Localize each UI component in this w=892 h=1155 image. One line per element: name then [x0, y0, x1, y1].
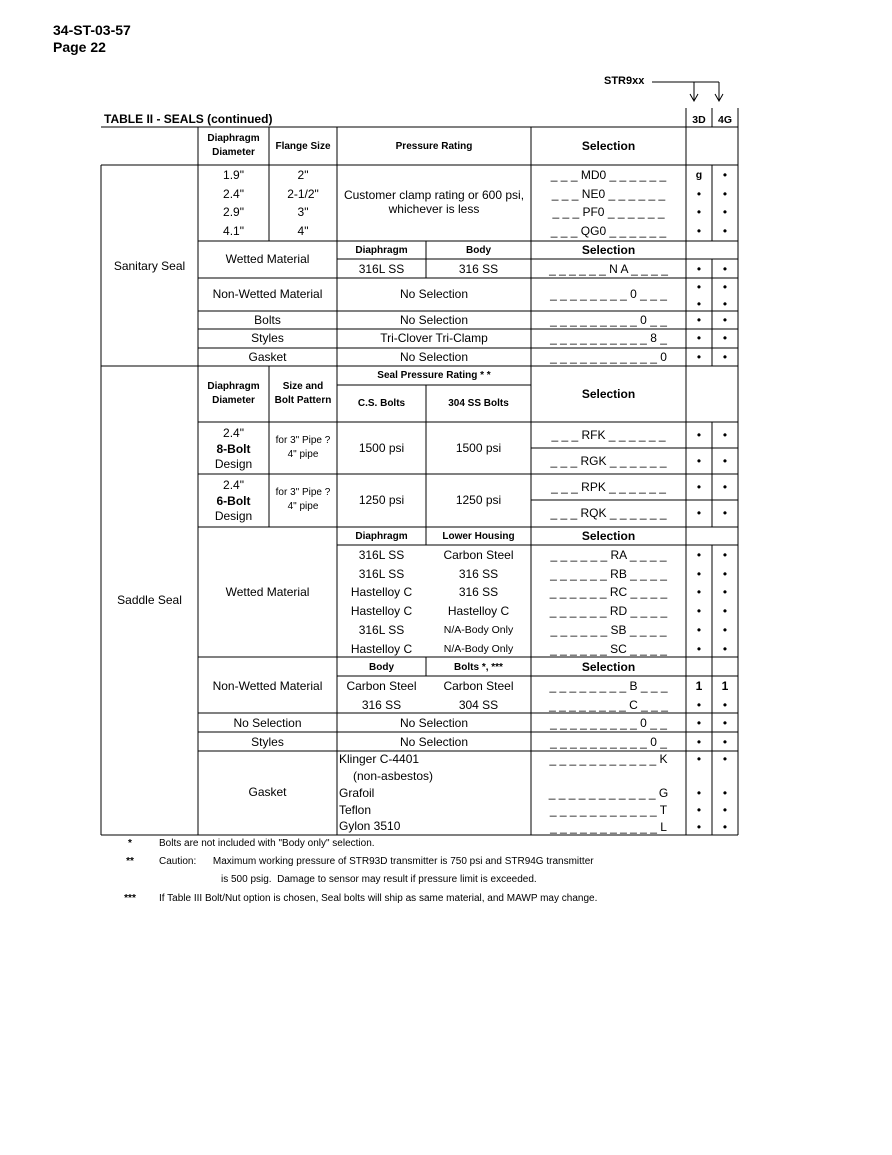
wetted-diaphragm: Hastelloy C [350, 641, 413, 656]
gasket-label: Gasket [248, 350, 287, 364]
availability-4g: • [722, 585, 728, 600]
header-selection: Selection [581, 243, 636, 257]
header-ss-bolts: 304 SS Bolts [448, 398, 509, 409]
bolt-count: 8-Bolt [216, 442, 251, 456]
availability-3d: • [696, 454, 702, 468]
availability-4g: • [722, 716, 728, 730]
wetted-diaphragm: Hastelloy C [350, 585, 413, 600]
availability-4g: • [722, 566, 728, 581]
header-flange-size: Flange Size [275, 141, 331, 152]
gasket-name: Teflon [339, 803, 372, 817]
header-body: Body [369, 662, 394, 673]
diaphragm-diameter: 2.4" [223, 186, 244, 201]
selection-code: _ _ _ _ _ _ _ _ _ 0 _ _ [550, 716, 667, 730]
availability-4g: • [722, 350, 728, 364]
availability-3d: • [696, 506, 702, 520]
availability-3d: • [696, 641, 702, 656]
wetted-lower-housing: N/A-Body Only [443, 642, 514, 655]
sanitary-seal-label: Sanitary Seal [113, 259, 186, 273]
footnote-mark: * [128, 838, 132, 849]
availability-4g: • [722, 752, 728, 766]
header-pressure-rating: Pressure Rating [395, 141, 473, 152]
header-selection: Selection [581, 387, 636, 401]
selection-code: _ _ _ _ _ _ _ _ _ 0 _ _ [550, 313, 667, 327]
styles-label: Styles [251, 331, 284, 345]
availability-4g: • [722, 820, 728, 834]
non-wetted-body: Carbon Steel [346, 679, 417, 693]
nosel-value: No Selection [399, 716, 469, 730]
selection-code: _ _ _ _ _ _ RB _ _ _ _ [550, 566, 667, 581]
selection-code: _ _ _ _ _ _ _ _ _ _ _ K [549, 752, 668, 766]
bolts-label: Bolts [254, 313, 281, 327]
availability-3d: • [696, 566, 702, 581]
availability-3d: • [696, 752, 702, 766]
selection-code: _ _ _ _ _ _ SB _ _ _ _ [550, 622, 667, 637]
header-selection: Selection [581, 529, 636, 543]
selection-code: _ _ _ _ _ _ _ _ _ _ _ 0 [550, 350, 667, 364]
selection-code: _ _ _ _ _ _ N A _ _ _ _ [549, 262, 668, 276]
availability-4g: • [722, 803, 728, 817]
header-seal-pressure-rating: Seal Pressure Rating * * [377, 370, 491, 381]
selection-code: _ _ _ RFK _ _ _ _ _ _ [551, 428, 666, 442]
availability-3d: 1 [695, 679, 703, 693]
wetted-lower-housing: 316 SS [458, 585, 499, 600]
availability-4g: • [722, 480, 728, 494]
availability-3d: • [696, 223, 702, 238]
non-wetted-bolts: 304 SS [458, 697, 499, 712]
availability-4g: • [722, 428, 728, 442]
wetted-body: 316 SS [458, 262, 499, 276]
availability-3d: • [696, 716, 702, 730]
availability-3d: • [696, 803, 702, 817]
size-bolt-pattern: for 3" Pipe ? 4" pipe [275, 487, 331, 512]
footnote-mark: *** [124, 893, 136, 904]
header-lower-housing: Lower Housing [442, 531, 515, 542]
wetted-lower-housing: N/A-Body Only [443, 623, 514, 636]
availability-4g: • [722, 548, 728, 562]
selection-code: _ _ _ PF0 _ _ _ _ _ _ [552, 205, 665, 219]
header-size-bolt-pattern: Size and Bolt Pattern [274, 381, 332, 406]
availability-3d: • [696, 205, 702, 219]
design-label: Design [214, 509, 253, 523]
wetted-lower-housing: Hastelloy C [447, 604, 510, 619]
selection-code: _ _ _ NE0 _ _ _ _ _ _ [551, 186, 666, 201]
gasket-label: Gasket [248, 785, 287, 799]
header-diaphragm-diameter: Diaphragm Diameter [207, 133, 260, 158]
availability-3d: • [696, 280, 702, 294]
availability-3d: • [696, 480, 702, 494]
flange-size: 3" [297, 205, 309, 219]
wetted-diaphragm: 316L SS [358, 262, 405, 276]
document-number: 34-ST-03-57 [53, 22, 131, 38]
header-diaphragm-diameter: Diaphragm Diameter [207, 381, 260, 406]
availability-4g: 1 [721, 679, 729, 693]
selection-code: _ _ _ MD0 _ _ _ _ _ _ [550, 168, 667, 182]
selection-code: _ _ _ RQK _ _ _ _ _ _ [550, 506, 667, 520]
availability-4g: • [722, 186, 728, 201]
nonwetted-label: Non-Wetted Material [212, 287, 323, 301]
availability-4g: • [722, 280, 728, 294]
selection-code: _ _ _ _ _ _ _ _ C _ _ _ [549, 697, 668, 712]
styles-label: Styles [251, 735, 284, 749]
gasket-name: (non-asbestos) [353, 769, 434, 783]
flange-size: 2" [297, 168, 309, 182]
gasket-name: Gylon 3510 [339, 819, 401, 833]
availability-4g: • [722, 506, 728, 520]
diaphragm-diameter: 4.1" [223, 223, 244, 238]
availability-3d: • [696, 313, 702, 327]
footnote-mark: ** [126, 856, 134, 867]
availability-4g: • [722, 622, 728, 637]
selection-code: _ _ _ _ _ _ SC _ _ _ _ [550, 641, 667, 656]
availability-3d: • [696, 622, 702, 637]
bolts-value: No Selection [399, 313, 469, 327]
diaphragm-diameter: 2.4" [223, 478, 244, 492]
gasket-name: Grafoil [339, 786, 375, 800]
col-code-3d: 3D [692, 114, 706, 126]
footnote-text: Bolts are not included with "Body only" selection. [159, 838, 375, 849]
wetted-diaphragm: 316L SS [358, 622, 405, 637]
wetted-material-label: Wetted Material [225, 252, 310, 266]
gasket-name: Klinger C-4401 [339, 752, 420, 766]
availability-4g: • [722, 604, 728, 619]
page-number: Page 22 [53, 39, 106, 55]
selection-code: _ _ _ _ _ _ RD _ _ _ _ [549, 604, 668, 619]
styles-value: No Selection [399, 735, 469, 749]
availability-3d: • [696, 297, 702, 311]
availability-4g: • [722, 262, 728, 276]
wetted-diaphragm: 316L SS [358, 566, 405, 581]
wetted-diaphragm: Hastelloy C [350, 604, 413, 619]
header-diaphragm: Diaphragm [355, 531, 408, 542]
selection-code: _ _ _ _ _ _ RA _ _ _ _ [550, 548, 667, 562]
selection-code: _ _ _ _ _ _ _ _ _ _ 8 _ [550, 331, 667, 345]
nosel-label: No Selection [233, 716, 302, 730]
footnote-text: If Table III Bolt/Nut option is chosen, Seal bolts will ship as same material, and MAWP may change. [159, 893, 598, 904]
diaphragm-diameter: 2.4" [223, 426, 244, 440]
availability-4g: • [722, 205, 728, 219]
availability-3d: • [696, 331, 702, 345]
non-wetted-body: 316 SS [361, 697, 402, 712]
flange-size: 4" [297, 223, 309, 238]
selection-code: _ _ _ _ _ _ _ _ _ _ _ T [549, 803, 668, 817]
diaphragm-diameter: 2.9" [223, 205, 244, 219]
non-wetted-material-label: Non-Wetted Material [212, 679, 323, 693]
availability-4g: • [722, 735, 728, 749]
pressure-rating-text: Customer clamp rating or 600 psi, whichever is less [343, 188, 525, 216]
header-diaphragm: Diaphragm [355, 245, 408, 256]
ss-bolts-rating: 1500 psi [455, 441, 502, 455]
header-body: Body [466, 245, 491, 256]
wetted-diaphragm: 316L SS [358, 548, 405, 562]
cs-bolts-rating: 1250 psi [358, 493, 405, 507]
styles-value: Tri-Clover Tri-Clamp [380, 331, 488, 345]
selection-code: _ _ _ _ _ _ _ _ _ _ _ G [548, 786, 669, 800]
diaphragm-diameter: 1.9" [223, 168, 244, 182]
cs-bolts-rating: 1500 psi [358, 441, 405, 455]
wetted-material-label: Wetted Material [225, 585, 310, 599]
non-wetted-bolts: Carbon Steel [443, 679, 514, 693]
availability-3d: • [696, 585, 702, 600]
size-bolt-pattern: for 3" Pipe ? 4" pipe [275, 435, 331, 460]
availability-4g: • [722, 786, 728, 800]
wetted-lower-housing: 316 SS [458, 566, 499, 581]
availability-4g: • [722, 697, 728, 712]
availability-4g: • [722, 223, 728, 238]
table-title: TABLE II - SEALS (continued) [104, 112, 273, 126]
availability-3d: • [696, 186, 702, 201]
availability-3d: • [696, 697, 702, 712]
availability-3d: • [696, 735, 702, 749]
selection-code: _ _ _ _ _ _ _ _ _ _ _ L [550, 820, 667, 834]
flange-size: 2-1/2" [287, 186, 319, 201]
bolt-count: 6-Bolt [216, 494, 251, 508]
footnote-text: is 500 psig. Damage to sensor may result if pressure limit is exceeded. [221, 874, 537, 885]
selection-code: _ _ _ QG0 _ _ _ _ _ _ [550, 223, 667, 238]
availability-4g: • [722, 313, 728, 327]
gasket-value: No Selection [399, 350, 469, 364]
selection-code: _ _ _ _ _ _ _ _ B _ _ _ [549, 679, 668, 693]
availability-3d: • [696, 428, 702, 442]
availability-4g: • [722, 168, 728, 182]
availability-3d: • [696, 786, 702, 800]
availability-4g: • [722, 297, 728, 311]
model-label: STR9xx [604, 75, 645, 87]
availability-4g: • [722, 454, 728, 468]
selection-code: _ _ _ _ _ _ RC _ _ _ _ [549, 585, 668, 600]
header-cs-bolts: C.S. Bolts [357, 398, 406, 409]
availability-3d: • [696, 350, 702, 364]
saddle-seal-label: Saddle Seal [117, 593, 182, 607]
availability-3d: g [695, 169, 703, 181]
availability-3d: • [696, 820, 702, 834]
col-code-4g: 4G [717, 114, 732, 126]
design-label: Design [214, 457, 253, 471]
selection-code: _ _ _ _ _ _ _ _ _ _ 0 _ [550, 735, 667, 749]
selection-code: _ _ _ _ _ _ _ _ 0 _ _ _ [550, 287, 667, 301]
header-bolts: Bolts *, *** [454, 662, 503, 673]
availability-3d: • [696, 604, 702, 619]
selection-code: _ _ _ RPK _ _ _ _ _ _ [551, 480, 666, 494]
nonwetted-value: No Selection [399, 287, 469, 301]
availability-4g: • [722, 331, 728, 345]
availability-3d: • [696, 262, 702, 276]
availability-3d: • [696, 548, 702, 562]
selection-code: _ _ _ RGK _ _ _ _ _ _ [550, 454, 667, 468]
header-selection: Selection [581, 139, 636, 153]
header-selection: Selection [581, 660, 636, 674]
wetted-lower-housing: Carbon Steel [443, 548, 514, 562]
footnote-text: Caution: Maximum working pressure of STR93D transmitter is 750 psi and STR94G transmitter [159, 856, 594, 867]
ss-bolts-rating: 1250 psi [455, 493, 502, 507]
availability-4g: • [722, 641, 728, 656]
